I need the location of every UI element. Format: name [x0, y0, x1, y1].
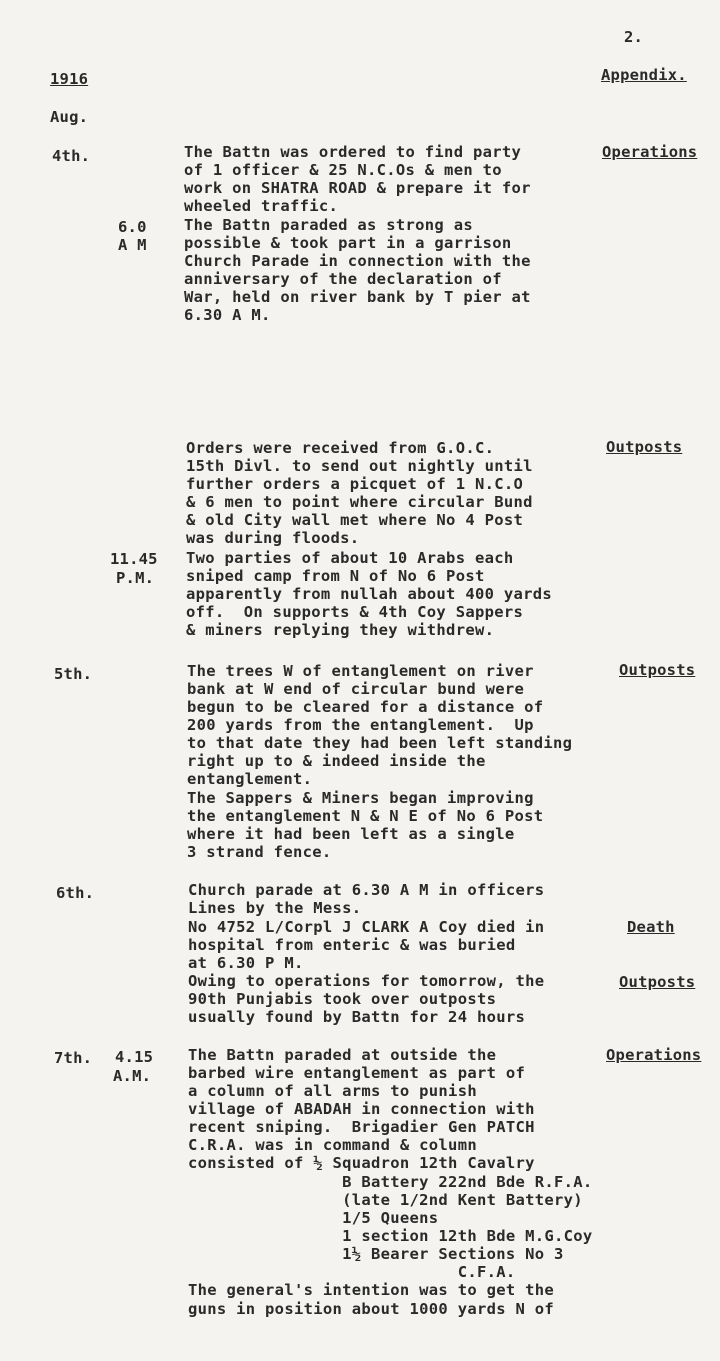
- margin-note: Outposts: [606, 438, 683, 456]
- entry-line: recent sniping. Brigadier Gen PATCH: [188, 1118, 535, 1136]
- page-number: 2.: [624, 28, 644, 46]
- entry-line: right up to & indeed inside the: [187, 752, 486, 770]
- entry-line: 1/5 Queens: [188, 1209, 439, 1227]
- entry-line: 6.30 A M.: [184, 306, 271, 324]
- entry-date: 5th.: [54, 665, 93, 683]
- entry-line: 15th Divl. to send out nightly until: [186, 457, 533, 475]
- entry-line: Two parties of about 10 Arabs each: [186, 549, 514, 567]
- entry-date: 4th.: [52, 147, 91, 165]
- margin-note: Death: [627, 918, 675, 936]
- entry-line: 1½ Bearer Sections No 3: [188, 1245, 564, 1263]
- entry-line: to that date they had been left standing: [187, 734, 573, 752]
- entry-line: Lines by the Mess.: [188, 899, 362, 917]
- entry-line: guns in position about 1000 yards N of: [188, 1300, 555, 1318]
- entry-line: at 6.30 P M.: [188, 954, 304, 972]
- entry-line: consisted of ½ Squadron 12th Cavalry: [188, 1154, 535, 1172]
- entry-time: A.M.: [113, 1067, 152, 1085]
- entry-line: C.R.A. was in command & column: [188, 1136, 477, 1154]
- entry-line: begun to be cleared for a distance of: [187, 698, 544, 716]
- entry-line: C.F.A.: [188, 1263, 516, 1281]
- margin-note: Operations: [606, 1046, 702, 1064]
- entry-line: apparently from nullah about 400 yards: [186, 585, 553, 603]
- entry-line: sniped camp from N of No 6 Post: [186, 567, 485, 585]
- entry-time: 4.15: [115, 1048, 154, 1066]
- entry-line: 90th Punjabis took over outposts: [188, 990, 497, 1008]
- entry-line: 3 strand fence.: [187, 843, 332, 861]
- entry-line: hospital from enteric & was buried: [188, 936, 516, 954]
- entry-line: War, held on river bank by T pier at: [184, 288, 531, 306]
- margin-note: Operations: [602, 143, 698, 161]
- entry-date: 6th.: [56, 884, 95, 902]
- entry-line: Orders were received from G.O.C.: [186, 439, 495, 457]
- entry-line: anniversary of the declaration of: [184, 270, 502, 288]
- entry-line: & 6 men to point where circular Bund: [186, 493, 533, 511]
- entry-line: & miners replying they withdrew.: [186, 621, 495, 639]
- appendix-heading: Appendix.: [601, 66, 687, 84]
- entry-line: Church Parade in connection with the: [184, 252, 531, 270]
- entry-line: 1 section 12th Bde M.G.Coy: [188, 1227, 593, 1245]
- entry-time: A M: [118, 236, 147, 254]
- entry-line: The Sappers & Miners began improving: [187, 789, 534, 807]
- entry-line: & old City wall met where No 4 Post: [186, 511, 524, 529]
- entry-line: entanglement.: [187, 770, 313, 788]
- entry-line: usually found by Battn for 24 hours: [188, 1008, 526, 1026]
- entry-line: 200 yards from the entanglement. Up: [187, 716, 534, 734]
- entry-line: The general's intention was to get the: [188, 1281, 555, 1299]
- entry-line: B Battery 222nd Bde R.F.A.: [188, 1173, 593, 1191]
- entry-line: wheeled traffic.: [184, 197, 339, 215]
- entry-time: 6.0: [118, 218, 147, 236]
- entry-line: off. On supports & 4th Coy Sappers: [186, 603, 524, 621]
- entry-line: village of ABADAH in connection with: [188, 1100, 535, 1118]
- entry-line: bank at W end of circular bund were: [187, 680, 525, 698]
- margin-note: Outposts: [619, 661, 696, 679]
- entry-line: The trees W of entanglement on river: [187, 662, 534, 680]
- entry-line: where it had been left as a single: [187, 825, 515, 843]
- entry-line: (late 1/2nd Kent Battery): [188, 1191, 583, 1209]
- entry-line: was during floods.: [186, 529, 360, 547]
- entry-line: work on SHATRA ROAD & prepare it for: [184, 179, 531, 197]
- entry-line: further orders a picquet of 1 N.C.O: [186, 475, 524, 493]
- year-heading: 1916: [50, 70, 89, 88]
- entry-date: 7th.: [54, 1049, 93, 1067]
- entry-line: No 4752 L/Corpl J CLARK A Coy died in: [188, 918, 545, 936]
- entry-line: The Battn was ordered to find party: [184, 143, 522, 161]
- entry-time: 11.45: [110, 550, 158, 568]
- entry-line: barbed wire entanglement as part of: [188, 1064, 526, 1082]
- month-label: Aug.: [50, 108, 89, 126]
- entry-line: The Battn paraded at outside the: [188, 1046, 497, 1064]
- entry-time: P.M.: [116, 569, 155, 587]
- margin-note: Outposts: [619, 973, 696, 991]
- entry-line: the entanglement N & N E of No 6 Post: [187, 807, 544, 825]
- entry-line: a column of all arms to punish: [188, 1082, 477, 1100]
- entry-line: Church parade at 6.30 A M in officers: [188, 881, 545, 899]
- entry-line: of 1 officer & 25 N.C.Os & men to: [184, 161, 502, 179]
- entry-line: The Battn paraded as strong as: [184, 216, 473, 234]
- entry-line: possible & took part in a garrison: [184, 234, 512, 252]
- entry-line: Owing to operations for tomorrow, the: [188, 972, 545, 990]
